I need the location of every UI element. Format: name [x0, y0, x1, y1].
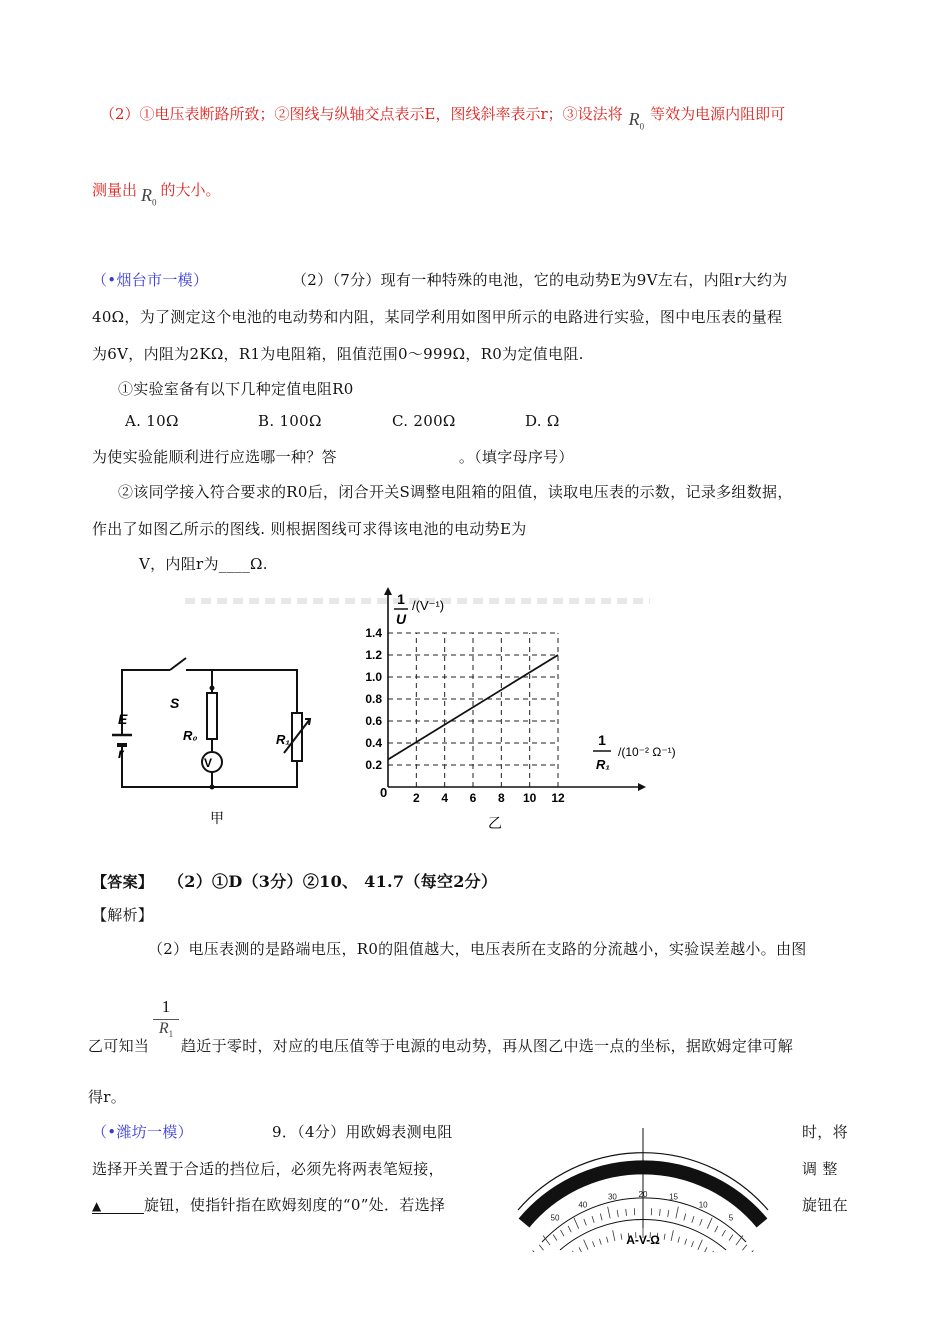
- dial-tick: [561, 1230, 565, 1236]
- q1-intro: （2）（7分）现有一种特殊的电池，它的电动势E为9V左右，内阻r大约为: [292, 271, 788, 289]
- analysis-line2-pre: 乙可知当: [88, 1037, 150, 1055]
- circuit-label-r0: R₀: [183, 728, 198, 743]
- y-tick-label: 1.2: [365, 648, 382, 662]
- q1-item2b: 作出了如图乙所示的图线. 则根据图线可求得该电池的电动势E为: [92, 520, 527, 538]
- circuit-caption: 甲: [210, 810, 224, 826]
- q1-ask-pre: 为使实验能顺利进行应选哪一种？答: [92, 448, 337, 466]
- dial-tick-inner: [704, 1247, 707, 1252]
- dial-tick-inner: [711, 1251, 714, 1252]
- x-axis-arrow: [638, 783, 646, 791]
- dial-tick-inner: [685, 1239, 687, 1245]
- q2-line2-right: 调 整: [802, 1160, 838, 1178]
- q1-item1: ①实验室备有以下几种定值电阻R0: [118, 380, 354, 398]
- dial-tick: [608, 1207, 610, 1219]
- q1-source: （•烟台市一模）: [92, 271, 209, 289]
- x-label-unit: /(10⁻² Ω⁻¹): [618, 745, 676, 759]
- dial-tick: [600, 1214, 602, 1221]
- red-answer-text-b: 等效为电源内阻即可: [650, 105, 786, 123]
- dial-tick: [707, 1218, 712, 1229]
- dial-tick: [729, 1235, 733, 1241]
- dial-scale-label: 30: [607, 1192, 617, 1202]
- dial-tick-inner: [691, 1241, 693, 1247]
- q1-line2: 40Ω，为了测定这个电池的电动势和内阻，某同学利用如图甲所示的电路进行实验，图中电压表的量程: [92, 308, 783, 326]
- dial-tick: [692, 1216, 694, 1223]
- dial-tick: [539, 1245, 543, 1250]
- x-tick-label: 4: [441, 791, 449, 805]
- y-tick-label: 1.0: [365, 670, 382, 684]
- answer-text: （2）①D（3分）②10、 41.7（每空2分）: [168, 872, 498, 891]
- dial-tick: [533, 1250, 538, 1252]
- analysis-fraction: [153, 997, 179, 1039]
- dial-tick: [626, 1209, 627, 1216]
- dial-tick: [684, 1214, 686, 1221]
- q2-source: （•潍坊一模）: [92, 1123, 193, 1141]
- dial-tick: [700, 1219, 703, 1226]
- dial-tick-inner: [613, 1230, 615, 1241]
- x-label-numerator: 1: [598, 732, 606, 748]
- dial-tick-inner: [599, 1239, 601, 1245]
- q1-option-a: A. 10Ω: [125, 412, 179, 430]
- y-tick-label: 1.4: [365, 626, 382, 640]
- dial-tick: [568, 1226, 571, 1232]
- x-tick-label: 6: [469, 791, 477, 805]
- q1-line3: 为6V，内阻为2KΩ，R1为电阻箱，阻值范围0～999Ω，R0为定值电阻.: [92, 345, 584, 363]
- y-tick-label: 0.6: [365, 714, 382, 728]
- red-answer-text-c: 测量出: [92, 181, 138, 199]
- dial-tick-inner: [698, 1240, 702, 1250]
- dial-tick-inner: [579, 1247, 582, 1252]
- y-axis-arrow: [384, 587, 392, 595]
- dial-scale-label: 15: [669, 1192, 679, 1202]
- q2-line3: [92, 1194, 445, 1215]
- dial-tick: [668, 1210, 669, 1217]
- dial-tick-inner: [592, 1241, 594, 1247]
- answer-label: 【答案】: [92, 873, 154, 891]
- dial-tick: [660, 1209, 661, 1216]
- dial-tick: [676, 1207, 678, 1219]
- q1-option-c: C. 200Ω: [392, 412, 456, 430]
- multimeter-dial: [500, 1118, 785, 1252]
- q2-line1: 9．（4分）用欧姆表测电阻: [272, 1123, 453, 1141]
- meter-label: A-V-Ω: [626, 1233, 660, 1247]
- circuit-label-e: E: [118, 711, 128, 727]
- x-tick-label: 10: [522, 791, 537, 805]
- dial-scale-label: 50: [550, 1213, 560, 1223]
- x-tick-label: 8: [497, 791, 505, 805]
- dial-scale-label: 10: [698, 1200, 708, 1210]
- dial-tick: [736, 1235, 743, 1245]
- y-tick-label: 0.8: [365, 692, 382, 706]
- q1-ask: [92, 446, 574, 467]
- r0-symbol-2: $R_0$: [141, 185, 157, 208]
- red-answer-text-a: （2）①电压表断路所致；②图线与纵轴交点表示E，图线斜率表示r；③设法将: [100, 105, 623, 123]
- series-line: [388, 655, 558, 760]
- q1-item2: ②该同学接入符合要求的R0后，闭合开关S调整电阻箱的阻值，读取电压表的示数，记录多组数据，: [118, 483, 793, 501]
- dial-tick: [592, 1216, 594, 1223]
- red-answer-text-d: 的大小。: [160, 181, 221, 199]
- switch-s: [170, 658, 186, 670]
- x-label-denominator: R₁: [596, 757, 610, 772]
- analysis-line2-post: 趋近于零时，对应的电压值等于电源的电动势，再从图乙中选一点的坐标，据欧姆定律可解: [181, 1037, 794, 1055]
- figure-panel: [90, 585, 700, 835]
- dial-scale-label: 20: [638, 1190, 648, 1199]
- dial-tick-inner: [573, 1251, 576, 1252]
- red-answer-line1: [100, 103, 786, 132]
- dial-tick: [722, 1230, 726, 1236]
- dial-tick-inner: [664, 1234, 665, 1240]
- chart-plot: [365, 587, 646, 805]
- y-label-denominator: U: [395, 611, 407, 627]
- q2-blank-marker[interactable]: ▲: [92, 1199, 144, 1214]
- q2-line3-right: 旋钮在: [802, 1196, 848, 1214]
- dial-tick-inner: [621, 1234, 622, 1240]
- circuit-label-s: S: [170, 695, 180, 711]
- red-answer-line2: [92, 179, 221, 208]
- analysis-line3: 得r。: [88, 1088, 127, 1106]
- analysis-line1: （2）电压表测的是路端电压，R0的阻值越大，电压表所在支路的分流越小，实验误差越小。由图: [148, 940, 807, 958]
- dial-tick-inner: [678, 1237, 680, 1243]
- dial-scale-label: 5: [728, 1213, 734, 1223]
- dial-tick-inner: [671, 1230, 673, 1241]
- analysis-label: 【解析】: [92, 906, 154, 924]
- dial-tick: [553, 1235, 557, 1241]
- dial-tick: [715, 1226, 718, 1232]
- dial-tick-inner: [584, 1240, 588, 1250]
- fraction-numerator: 1: [161, 997, 171, 1016]
- q2-line3-text: 旋钮，使指针指在欧姆刻度的“0”处．若选择: [144, 1196, 446, 1214]
- dial-tick-inner: [607, 1237, 609, 1243]
- x-tick-label: 12: [551, 791, 565, 805]
- q1-item2c: V，内阻r为____Ω.: [139, 555, 268, 573]
- q2-line2: 选择开关置于合适的挡位后，必须先将两表笔短接，: [92, 1160, 444, 1178]
- q1-option-d: D. Ω: [525, 412, 560, 430]
- resistor-r0: [207, 693, 217, 739]
- circuit-label-r: r: [118, 745, 124, 761]
- dial-tick: [584, 1219, 587, 1226]
- dial-tick: [617, 1210, 618, 1217]
- q1-ask-post: 。（填字母序号）: [458, 448, 574, 466]
- q1-option-b: B. 100Ω: [258, 412, 322, 430]
- y-label-numerator: 1: [397, 591, 405, 607]
- y-tick-label: 0.4: [365, 736, 382, 750]
- chart-caption: 乙: [488, 815, 502, 831]
- dial-scale-label: 40: [578, 1200, 588, 1210]
- r0-symbol: $R_0$: [628, 109, 645, 132]
- chart-origin-label: 0: [380, 785, 388, 800]
- q2-line1-right: 时，将: [802, 1123, 848, 1141]
- x-tick-label: 2: [412, 791, 420, 805]
- dial-tick: [574, 1218, 579, 1229]
- y-label-unit: /(V⁻¹): [412, 598, 445, 613]
- circuit-label-v: V: [204, 756, 213, 770]
- dial-tick: [742, 1245, 746, 1250]
- fraction-denominator: $R_1$: [158, 1020, 174, 1040]
- circuit-label-r1: R₁: [276, 732, 290, 747]
- dial-tick: [749, 1250, 754, 1252]
- y-tick-label: 0.2: [365, 758, 382, 772]
